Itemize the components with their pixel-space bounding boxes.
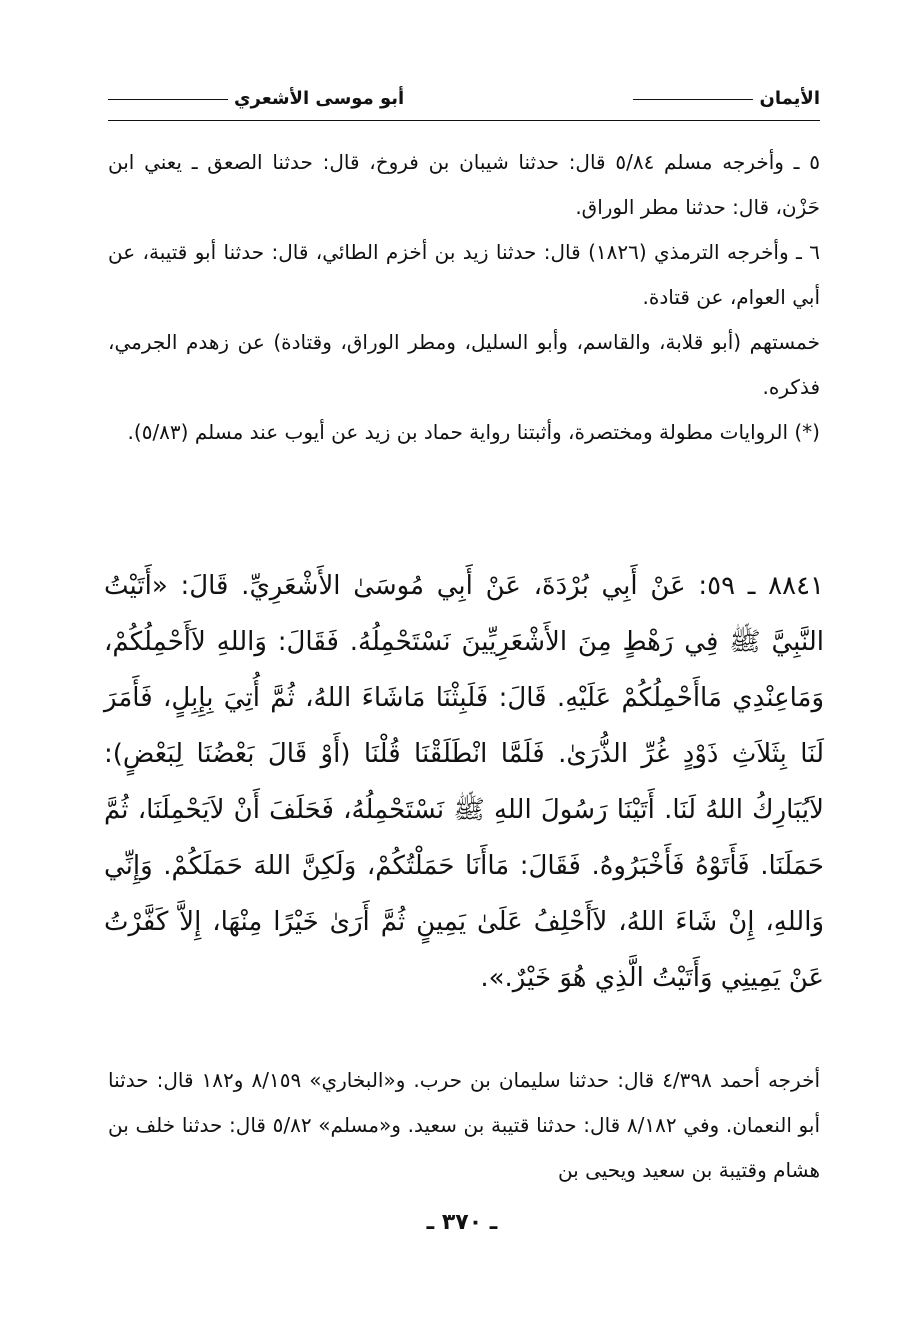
hadith-text (104, 558, 824, 1006)
takhrij-note: أخرجه أحمد ٤/٣٩٨ قال: حدثنا سليمان بن حرب. و«البخاري» ٨/١٥٩ و١٨٢ قال: حدثنا أبو النعمان. وفي ٨/١٨٢ قال: حدثنا قتيبة بن سعيد. و«مسلم» ٥/٨٢ قال: حدثنا خلف بن هشام وقتيبة بن سعيد ويحيى بن (108, 1068, 821, 1182)
hadith-paragraph: ٨٨٤١ ـ ٥٩: عَنْ أَبِي بُرْدَةَ، عَنْ أَبِي مُوسَىٰ الأَشْعَرِيِّ. قَالَ: «أَتَيْتُ النَّبِيَّ ﷺ فِي رَهْطٍ مِنَ الأَشْعَرِيِّينَ نَسْتَحْمِلُهُ. فَقَالَ: وَاللهِ لاَأَحْمِلُكُمْ، وَمَاعِنْدِي مَاأَحْمِلُكُمْ عَلَيْهِ. قَالَ: فَلَبِثْنَا مَاشَاءَ اللهُ، ثُمَّ أُتِيَ بِإِبِلٍ، فَأَمَرَ لَنَا بِثَلاَثِ ذَوْدٍ غُرِّ الذُّرَىٰ. فَلَمَّا انْطَلَقْنَا قُلْنَا (أَوْ قَالَ بَعْضُنَا لِبَعْضٍ): لاَيُبَارِكُ اللهُ لَنَا. أَتَيْنَا رَسُولَ اللهِ ﷺ نَسْتَحْمِلُهُ، فَحَلَفَ أَنْ لاَيَحْمِلَنَا، ثُمَّ حَمَلَنَا. فَأَتَوْهُ فَأَخْبَرُوهُ. فَقَالَ: مَاأَنَا حَمَلْتُكُمْ، وَلَكِنَّ اللهَ حَمَلَكُمْ. وَإِنِّي وَاللهِ، إِنْ شَاءَ اللهُ، لاَأَحْلِفُ عَلَىٰ يَمِينٍ ثُمَّ أَرَىٰ خَيْرًا مِنْهَا، إِلاَّ كَفَّرْتُ عَنْ يَمِينِي وَأَتَيْتُ الَّذِي هُوَ خَيْرٌ.». (104, 571, 824, 993)
chapter-title: الأيمان (633, 88, 820, 109)
footnotes-top (108, 140, 820, 455)
footnotes-bottom (108, 1058, 820, 1193)
note-asterisk: (*) الروايات مطولة ومختصرة، وأثبتنا رواية حماد بن زيد عن أيوب عند مسلم (٥/٨٣). (127, 420, 820, 444)
running-head (108, 88, 820, 118)
narrator-title: أبو موسى الأشعري (108, 88, 404, 109)
note-6: ٦ ـ وأخرجه الترمذي (١٨٢٦) قال: حدثنا زيد بن أخزم الطائي، قال: حدثنا أبو قتيبة، عن أبي العوام، عن قتادة. (108, 240, 820, 309)
note-5: ٥ ـ وأخرجه مسلم ٥/٨٤ قال: حدثنا شيبان بن فروخ، قال: حدثنا الصعق ـ يعني ابن حَزْن، قال: حدثنا مطر الوراق. (108, 150, 820, 219)
note-summary: خمستهم (أبو قلابة، والقاسم، وأبو السليل، ومطر الوراق، وقتادة) عن زهدم الجرمي، فذكره. (108, 330, 820, 399)
page-number: ـ ٣٧٠ ـ (426, 1210, 498, 1235)
header-rule (108, 120, 820, 121)
